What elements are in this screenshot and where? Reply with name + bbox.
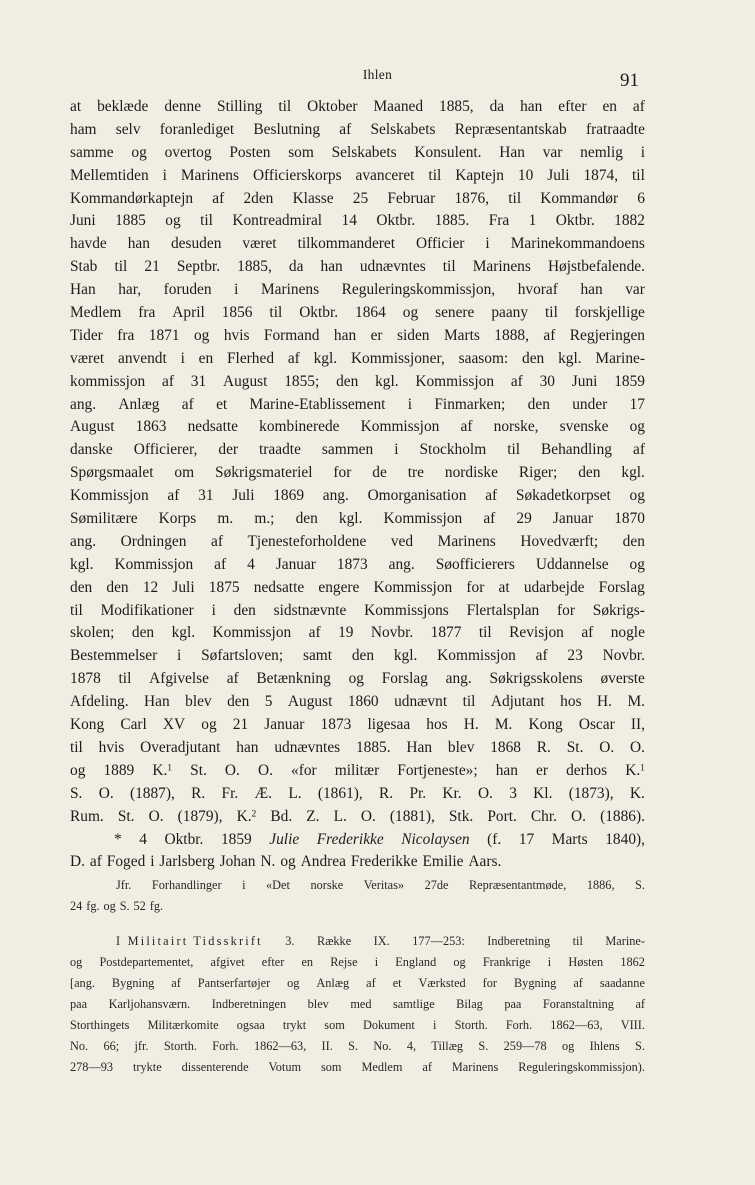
text-line: Kommissjon af 31 Juli 1869 ang. Omorganisation af Søkadetkorpset og xyxy=(70,487,645,505)
marriage-line: D. af Foged i Jarlsberg Johan N. og Andrea Frederikke Emilie Aars. xyxy=(70,853,502,871)
body-text xyxy=(70,96,645,874)
text-line: havde han desuden været tilkommanderet Officier i Marinekommandoens xyxy=(70,235,645,253)
page-number: 91 xyxy=(620,70,639,91)
text-line: Rum. St. O. (1879), K.$^2$ Bd. Z. L. O. (1881), Stk. Port. Chr. O. (1886). xyxy=(70,807,645,825)
text-line: danske Officierer, der traadte sammen i Stockholm til Behandling af xyxy=(70,441,645,459)
text-line: ham selv foranlediget Beslutning af Selskabets Repræsentantskab fratraadte xyxy=(70,120,645,138)
text-line: August 1863 nedsatte kombinerede Kommissjon af norske, svenske og xyxy=(70,418,645,436)
text-line: Kong Carl XV og 21 Januar 1873 ligesaa hos H. M. Kong Oscar II, xyxy=(70,716,645,734)
text-line: den den 12 Juli 1875 nedsatte engere Kommissjon for at udarbejde Forslag xyxy=(70,578,645,596)
footnote-line: I Militairt Tidsskrift 3. Række IX. 177—253: Indberetning til Marine- xyxy=(70,931,645,952)
text-line: Mellemtiden i Marinens Officierskorps avanceret til Kaptejn 10 Juli 1874, til xyxy=(70,166,645,184)
text-line: Medlem fra April 1856 til Oktbr. 1864 og senere paany til forskjellige xyxy=(70,304,645,322)
series-title: I Militairt Tidsskrift xyxy=(116,934,263,948)
text-line: ang. Anlæg af et Marine-Etablissement i Finmarken; den under 17 xyxy=(70,395,645,413)
footnote-line: [ang. Bygning af Pantserfartøjer og Anlæg af et Værksted for Bygning af saadanne xyxy=(70,976,645,990)
text-line: til hvis Overadjutant han udnævntes 1885. Han blev 1868 R. St. O. O. xyxy=(70,738,645,756)
footnote-line: 24 fg. og S. 52 fg. xyxy=(70,899,164,913)
footnote-line: 278—93 trykte dissenterende Votum som Medlem af Marinens Reguleringskommissjon). xyxy=(70,1060,645,1074)
text-line: Stab til 21 Septbr. 1885, da han udnævntes til Marinens Højstbefalende. xyxy=(70,258,645,276)
footnote-forhandlinger xyxy=(70,875,645,917)
footnote-line: og Postdepartementet, afgivet efter en Rejse i England og Frankrige i Høsten 1862 xyxy=(70,955,645,969)
text-line: Afdeling. Han blev den 5 August 1860 udnævnt til Adjutant hos H. M. xyxy=(70,693,645,711)
text-line: til Modifikationer i den sidstnævnte Kommissjons Flertalsplan for Søkrigs- xyxy=(70,601,645,619)
text-line: været anvendt i en Flerhed af kgl. Kommissjoner, saasom: den kgl. Marine- xyxy=(70,349,645,367)
running-title: Ihlen xyxy=(362,67,393,82)
footnote-tidsskrift xyxy=(70,931,645,1078)
text-line: skolen; den kgl. Kommissjon af 19 Novbr. 1877 til Revisjon af nogle xyxy=(70,624,645,642)
spouse-name: Julie xyxy=(269,830,300,848)
marriage-line: * 4 Oktbr. 1859 Julie Frederikke Nicolaysen (f. 17 Marts 1840), xyxy=(70,829,645,852)
text-line: ang. Ordningen af Tjenesteforholdene ved Marinens Hovedværft; den xyxy=(70,532,645,550)
spouse-name: Nicolaysen xyxy=(401,830,470,848)
text-line: Tider fra 1871 og hvis Formand han er siden Marts 1888, af Regjeringen xyxy=(70,326,645,344)
text-line: Juni 1885 og til Kontreadmiral 14 Oktbr. 1885. Fra 1 Oktbr. 1882 xyxy=(70,212,645,230)
footnote-line: Jfr. Forhandlinger i «Det norske Veritas» 27de Repræsentantmøde, 1886, S. xyxy=(116,878,645,892)
text-line: kgl. Kommissjon af 4 Januar 1873 ang. Søofficierers Uddannelse og xyxy=(70,555,645,573)
text-line: Kommandørkaptejn af 2den Klasse 25 Februar 1876, til Kommandør 6 xyxy=(70,189,645,207)
text-line: og 1889 K.$^1$ St. O. O. «for militær Fortjeneste»; han er derhos K.$^1$ xyxy=(70,761,645,779)
footnote-line: Storthingets Militærkomite ogsaa trykt som Dokument i Storth. Forh. 1862—63, VIII. xyxy=(70,1018,645,1032)
text-line: samme og overtog Posten som Selskabets Konsulent. Han var nemlig i xyxy=(70,143,645,161)
text-line: Sømilitære Korps m. m.; den kgl. Kommissjon af 29 Januar 1870 xyxy=(70,510,645,528)
text-line: S. O. (1887), R. Fr. Æ. L. (1861), R. Pr. Kr. O. 3 Kl. (1873), K. xyxy=(70,784,645,802)
footnote-line: paa Karljohansværn. Indberetningen blev med samtlige Bilag paa Foranstaltning af xyxy=(70,997,645,1011)
spouse-name: Frederikke xyxy=(316,830,384,848)
text-line: Bestemmelser i Søfartsloven; samt den kgl. Kommissjon af 23 Novbr. xyxy=(70,647,645,665)
text-line: Han har, foruden i Marinens Reguleringskommissjon, hvoraf han var xyxy=(70,281,645,299)
text-line: kommissjon af 31 August 1855; den kgl. Kommissjon af 30 Juni 1859 xyxy=(70,372,645,390)
text-line: Spørgsmaalet om Søkrigsmateriel for de tre nordiske Riger; den kgl. xyxy=(70,464,645,482)
footnote-line: No. 66; jfr. Storth. Forh. 1862—63, II. S. No. 4, Tillæg S. 259—78 og Ihlens S. xyxy=(70,1039,645,1053)
text-line: 1878 til Afgivelse af Betænkning og Forslag ang. Søkrigsskolens øverste xyxy=(70,670,645,688)
text-line: at beklæde denne Stilling til Oktober Maaned 1885, da han efter en af xyxy=(70,98,645,115)
